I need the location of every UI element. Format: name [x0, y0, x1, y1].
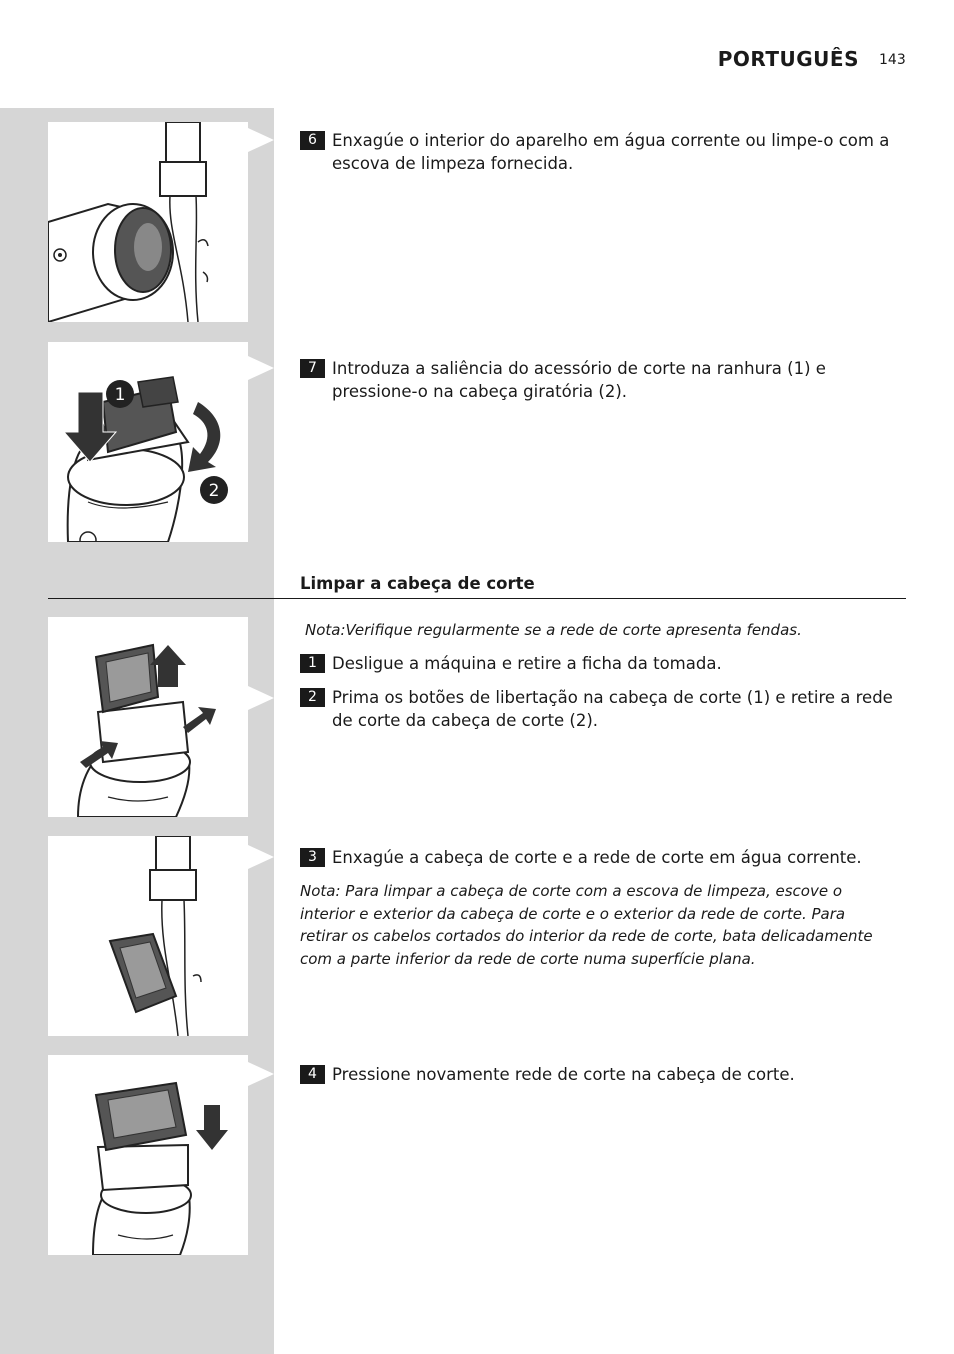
step-number: 7 [300, 359, 325, 378]
figure-attach-trimmer [48, 342, 248, 542]
figure-rinse-appliance [48, 122, 248, 322]
step-c2 [300, 686, 906, 732]
step-text: Introduza a saliência do acessório de corte na ranhura (1) e pressione-o na cabeça giratória (2). [332, 359, 826, 401]
step-c4 [300, 1063, 906, 1086]
figure-pointer [248, 845, 274, 869]
section-divider [48, 598, 906, 599]
step-text: Enxagúe a cabeça de corte e a rede de corte em água corrente. [332, 848, 862, 867]
step-c3 [300, 846, 906, 869]
step-text: Prima os botões de libertação na cabeça de corte (1) e retire a rede de corte da cabeça de corte (2). [332, 688, 893, 730]
language-header: PORTUGUÊS [717, 47, 859, 71]
figure-remove-foil [48, 617, 248, 817]
step-text: Pressione novamente rede de corte na cabeça de corte. [332, 1065, 795, 1084]
step-number: 4 [300, 1065, 325, 1084]
step-text: Desligue a máquina e retire a ficha da tomada. [332, 654, 722, 673]
step-number: 3 [300, 848, 325, 867]
callout-2: 2 [208, 481, 220, 501]
note-check-foil: Nota:Verifique regularmente se a rede de corte apresenta fendas. [305, 621, 802, 639]
section-title: Limpar a cabeça de corte [300, 574, 535, 593]
figure-pointer [248, 1062, 274, 1086]
page-number: 143 [879, 52, 906, 68]
step-text: Enxagúe o interior do aparelho em água corrente ou limpe-o com a escova de limpeza fornecida. [332, 131, 890, 173]
step-number: 2 [300, 688, 325, 707]
callout-1: 1 [114, 385, 126, 405]
figure-pointer [248, 128, 274, 152]
figure-press-foil [48, 1055, 248, 1255]
step-7 [300, 357, 906, 403]
figure-pointer [248, 686, 274, 710]
step-number: 1 [300, 654, 325, 673]
step-6 [300, 129, 906, 175]
step-number: 6 [300, 131, 325, 150]
note-brush-cleaning: Nota: Para limpar a cabeça de corte com a escova de limpeza, escove o interior e exterior da cabeça de corte e o exterior da rede de corte. Para retirar os cabelos cortados do interior da rede de corte, bata delicadamente com a parte inferior da rede de corte numa superfície plana. [300, 882, 873, 968]
figure-pointer [248, 356, 274, 380]
figure-rinse-foil [48, 836, 248, 1036]
step-c1 [300, 652, 906, 675]
